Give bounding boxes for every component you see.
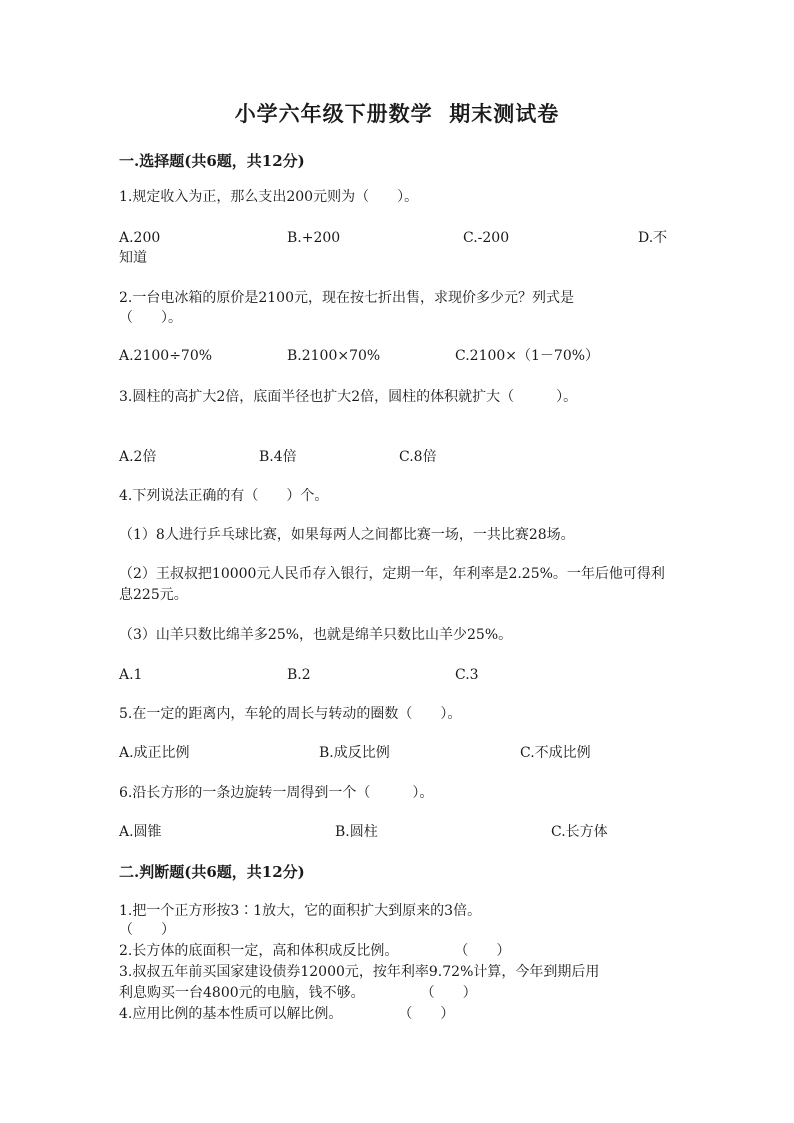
q4-statement-3: （3）山羊只数比绵羊多25%，也就是绵羊只数比山羊少25%。 — [119, 627, 513, 643]
q2-option-a: A.2100÷70% — [119, 348, 213, 364]
q1-option-c: C.-200 — [463, 230, 510, 246]
q6-option-a: A.圆锥 — [119, 824, 162, 840]
section-heading-judgment: 二.判断题(共6题，共12分) — [119, 863, 305, 881]
question-2-text-continued: （ ）。 — [119, 310, 182, 326]
judgment-1-text: 1.把一个正方形按3∶1放大，它的面积扩大到原来的3倍。 — [119, 903, 482, 919]
question-6-text: 6.沿长方形的一条边旋转一周得到一个（ ）。 — [119, 785, 434, 801]
q5-option-b: B.成反比例 — [319, 745, 390, 761]
q4-statement-1: （1）8人进行乒乓球比赛，如果每两人之间都比赛一场，一共比赛28场。 — [119, 527, 575, 543]
q5-option-c: C.不成比例 — [520, 745, 591, 761]
q4-option-a: A.1 — [119, 667, 143, 683]
q5-option-a: A.成正比例 — [119, 745, 190, 761]
q2-option-c: C.2100×（1－70%） — [455, 348, 600, 364]
question-4-text: 4.下列说法正确的有（ ）个。 — [119, 488, 329, 504]
question-2-text: 2.一台电冰箱的原价是2100元，现在按七折出售，求现价多少元？列式是 — [119, 290, 574, 306]
q3-option-b: B.4倍 — [259, 449, 297, 465]
judgment-2-text: 2.长方体的底面积一定，高和体积成反比例。 （ ） — [119, 943, 511, 959]
judgment-4-text: 4.应用比例的基本性质可以解比例。 （ ） — [119, 1006, 455, 1022]
q2-option-b: B.2100×70% — [287, 348, 381, 364]
q1-option-b: B.+200 — [287, 230, 341, 246]
q1-option-a: A.200 — [119, 230, 161, 246]
judgment-1-text-continued: （ ） — [119, 922, 175, 938]
q1-option-d: D.不 — [638, 230, 668, 246]
q1-option-d-continued: 知道 — [119, 250, 147, 266]
q6-option-c: C.长方体 — [551, 824, 608, 840]
q4-statement-2: （2）王叔叔把10000元人民币存入银行，定期一年，年利率是2.25%。一年后他可得利息225元。 — [119, 566, 665, 603]
q4-option-c: C.3 — [455, 667, 479, 683]
page-title: 小学六年级下册数学 期末测试卷 — [234, 101, 560, 126]
judgment-3-text-continued: 利息购买一台4800元的电脑，钱不够。 （ ） — [119, 985, 477, 1001]
q4-option-b: B.2 — [287, 667, 311, 683]
question-1-text: 1.规定收入为正，那么支出200元则为（ ）。 — [119, 189, 419, 205]
q6-option-b: B.圆柱 — [335, 824, 378, 840]
question-3-text: 3.圆柱的高扩大2倍，底面半径也扩大2倍，圆柱的体积就扩大（ ）。 — [119, 389, 578, 405]
q3-option-a: A.2倍 — [119, 449, 157, 465]
judgment-3-text: 3.叔叔五年前买国家建设债券12000元，按年利率9.72%计算，今年到期后用 — [119, 964, 600, 980]
q3-option-c: C.8倍 — [399, 449, 437, 465]
question-5-text: 5.在一定的距离内，车轮的周长与转动的圈数（ ）。 — [119, 706, 462, 722]
section-heading-choice: 一.选择题(共6题，共12分) — [119, 152, 305, 170]
